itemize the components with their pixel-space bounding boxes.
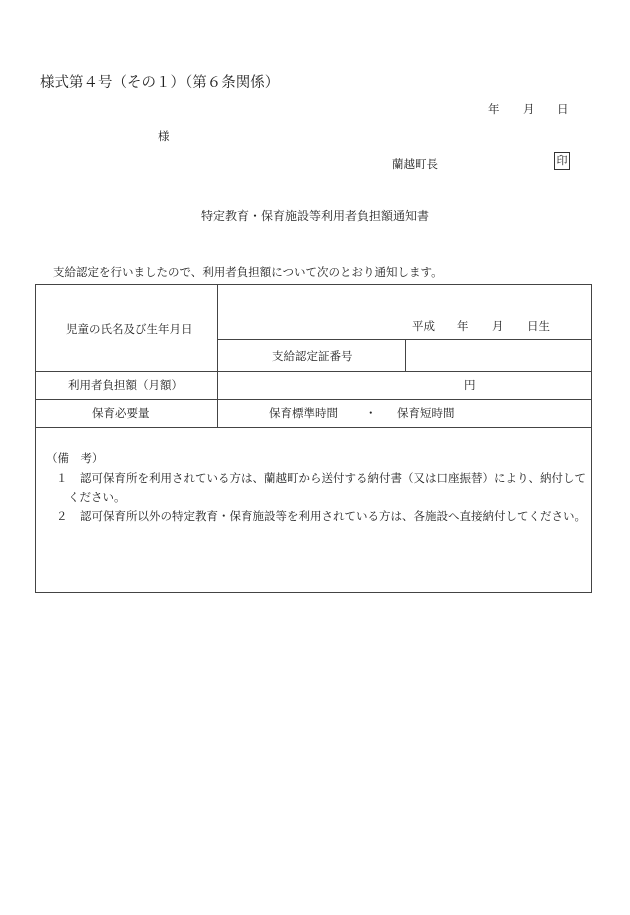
note-item-text-continued: ください。	[68, 490, 126, 504]
form-number: 様式第４号（その１）（第６条関係）	[40, 75, 280, 91]
addressee-suffix: 様	[158, 129, 170, 143]
intro-text: 支給認定を行いましたので、利用者負担額について次のとおり通知します。	[53, 265, 443, 279]
date-month-label: 月	[523, 102, 535, 116]
table-divider	[36, 371, 592, 372]
note-item-number: １	[56, 471, 68, 485]
fee-label: 利用者負担額（月額）	[68, 378, 183, 392]
table-divider	[405, 339, 406, 371]
seal-mark: 印	[554, 152, 570, 170]
fee-unit: 円	[464, 378, 476, 392]
date-day-label: 日	[557, 102, 569, 116]
birth-month-label: 月	[492, 319, 504, 333]
child-name-birth-label: 児童の氏名及び生年月日	[66, 322, 193, 336]
notice-table	[35, 284, 592, 593]
table-divider	[217, 285, 218, 427]
birth-era: 平成	[412, 319, 435, 333]
birth-day-suffix: 日生	[527, 319, 550, 333]
document-title: 特定教育・保育施設等利用者負担額通知書	[200, 209, 429, 223]
table-divider	[36, 399, 592, 400]
issuer-name: 蘭越町長	[392, 157, 438, 171]
care-need-label: 保育必要量	[92, 406, 150, 420]
note-item-text: 認可保育所以外の特定教育・保育施設等を利用されている方は、各施設へ直接納付してください。	[80, 509, 586, 523]
certificate-number-label: 支給認定証番号	[272, 349, 353, 363]
date-year-label: 年	[488, 102, 500, 116]
care-standard: 保育標準時間	[269, 406, 338, 420]
care-separator: ・	[365, 406, 377, 420]
notes-heading: （備 考）	[46, 451, 104, 465]
care-short: 保育短時間	[397, 406, 455, 420]
table-divider	[36, 427, 592, 428]
note-item-number: ２	[56, 509, 68, 523]
birth-year-label: 年	[457, 319, 469, 333]
note-item-text: 認可保育所を利用されている方は、蘭越町から送付する納付書（又は口座振替）により、納付して	[80, 471, 586, 485]
